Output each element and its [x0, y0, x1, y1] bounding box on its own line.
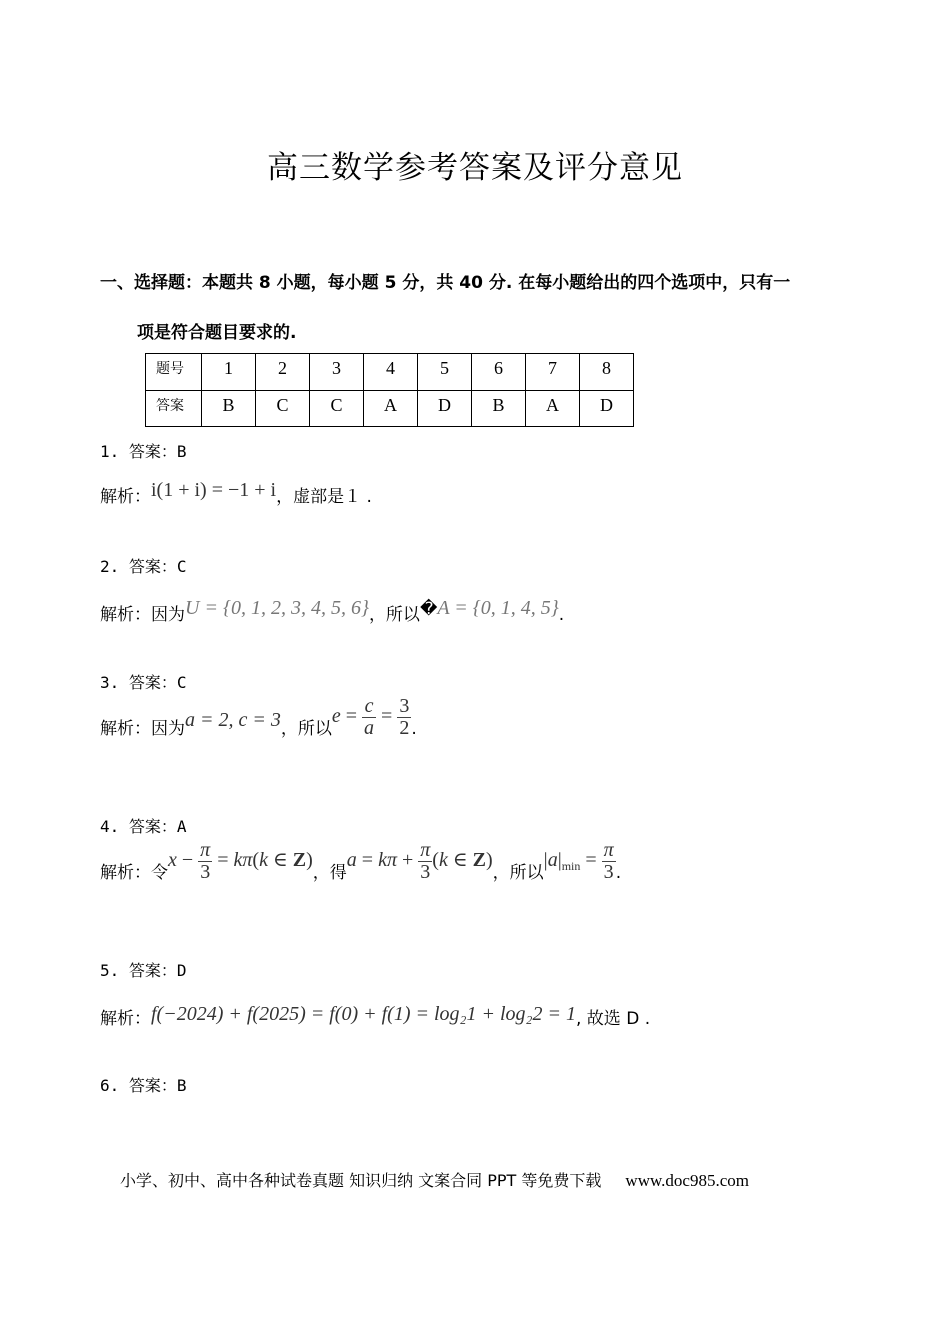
explanation-tail: . [615, 863, 622, 884]
table-cell: A [526, 391, 580, 427]
table-cell: A [364, 391, 418, 427]
table-cell: 7 [526, 354, 580, 391]
table-cell: D [580, 391, 634, 427]
explanation-tail: ，虚部是１ . [276, 487, 372, 507]
math-expression: U = {0, 1, 2, 3, 4, 5, 6} [185, 597, 369, 619]
table-cell: B [472, 391, 526, 427]
section-heading-line1: 一、选择题：本题共 8 小题，每小题 5 分，共 40 分. 在每小题给出的四个选项中，只有一 [100, 273, 791, 293]
table-cell: D [418, 391, 472, 427]
table-cell: 3 [310, 354, 364, 391]
unrendered-symbol-icon: � [419, 599, 438, 619]
explanation-label: 解析：令 [100, 863, 168, 884]
table-row-answers [146, 391, 634, 427]
answer-table [145, 353, 634, 427]
table-cell: 1 [202, 354, 256, 391]
explanation-2 [100, 597, 565, 626]
math-expression: f(−2024) + f(2025) = f(0) + f(1) = log₂1 + log₂2 = 1 [151, 1003, 576, 1025]
explanation-mid: ，所以 [492, 863, 544, 884]
table-header-number: 题号 [146, 354, 202, 391]
answer-6: 6. 答案：B [100, 1076, 187, 1095]
explanation-5 [100, 1004, 650, 1030]
explanation-tail: . [411, 719, 417, 740]
explanation-label: 解析： [100, 1009, 151, 1029]
explanation-label: 解析： [100, 487, 151, 507]
table-cell: 8 [580, 354, 634, 391]
section-heading-line2: 项是符合题目要求的. [137, 323, 297, 343]
explanation-1 [100, 479, 372, 508]
answer-1: 1. 答案：B [100, 442, 187, 461]
table-cell: C [256, 391, 310, 427]
footer [120, 1168, 749, 1191]
footer-text: 小学、初中、高中各种试卷真题 知识归纳 文案合同 PPT 等免费下载 [120, 1171, 602, 1190]
table-cell: 4 [364, 354, 418, 391]
explanation-mid: ，所以 [368, 605, 420, 625]
table-cell: 5 [418, 354, 472, 391]
math-equation: a = kπ + $\frac{\pi}{3}$ (k ∈ Z) [346, 839, 493, 883]
explanation-label: 解析：因为 [100, 605, 185, 625]
math-expression: A = {0, 1, 4, 5} [437, 597, 559, 619]
table-cell: B [202, 391, 256, 427]
math-expression: i(1 + i) = −1 + i [151, 479, 277, 501]
math-expression: a = 2, c = 3 [185, 709, 281, 732]
table-row-numbers [146, 354, 634, 391]
math-equation: x − $\frac{\pi}{3}$ = kπ(k ∈ Z) [168, 839, 313, 883]
explanation-tail: , 故选 D . [576, 1009, 651, 1029]
table-cell: 2 [256, 354, 310, 391]
explanation-mid: ，得 [312, 863, 347, 884]
page-title: 高三数学参考答案及评分意见 [267, 150, 683, 186]
explanation-tail: . [558, 605, 565, 625]
math-eccentricity: e = $\frac{c}{a}$ = $\frac{3}{2}$ [331, 695, 410, 739]
answer-2: 2. 答案：C [100, 557, 187, 576]
math-equation: $|a|_{min}$ = $\frac{\pi}{3}$ [543, 839, 614, 883]
table-header-answer: 答案 [146, 391, 202, 427]
answer-3: 3. 答案：C [100, 673, 187, 692]
explanation-4 [100, 839, 622, 895]
footer-url-link[interactable]: www.doc985.com [625, 1171, 749, 1190]
table-cell: 6 [472, 354, 526, 391]
explanation-label: 解析：因为 [100, 719, 185, 740]
explanation-3 [100, 695, 417, 751]
answer-5: 5. 答案：D [100, 961, 187, 980]
explanation-mid: ，所以 [280, 719, 332, 740]
table-cell: C [310, 391, 364, 427]
answer-4: 4. 答案：A [100, 817, 187, 836]
